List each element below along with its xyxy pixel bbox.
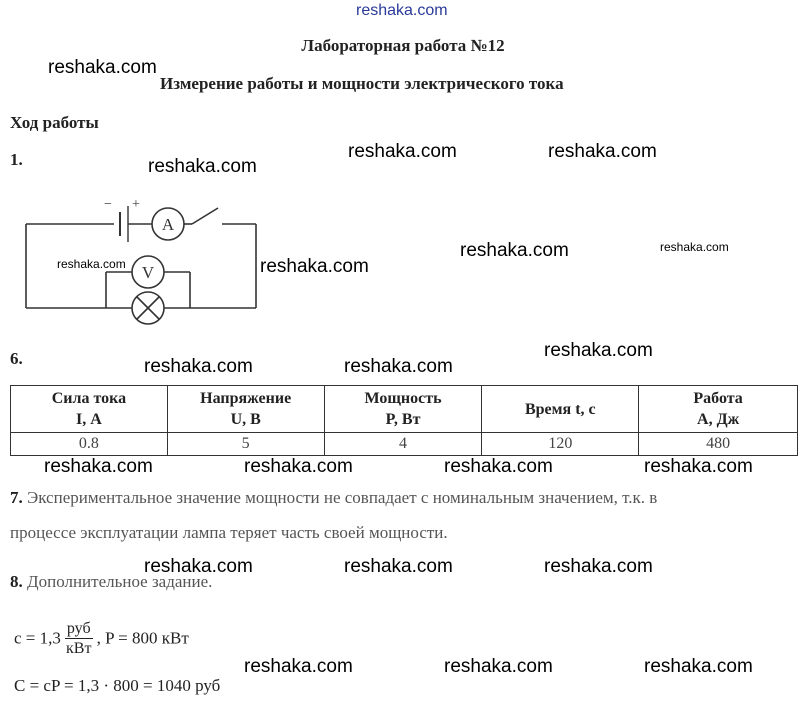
watermark: reshaka.com [548,141,657,162]
watermark: reshaka.com [144,556,253,577]
watermark-small: reshaka.com [660,240,729,254]
watermark: reshaka.com [144,356,253,377]
site-url-top[interactable]: reshaka.com [356,2,448,19]
watermark: reshaka.com [544,556,653,577]
watermark: reshaka.com [48,57,157,78]
watermark: reshaka.com [244,456,353,477]
results-table [10,385,798,456]
watermark: reshaka.com [348,141,457,162]
step-7-text-2: процессе эксплуатации лампа теряет часть своей мощности. [10,523,448,542]
battery-minus-label: − [104,197,112,212]
header-voltage: Напряжение U, В [167,386,324,433]
section-heading: Ход работы [10,113,99,132]
watermark: reshaka.com [644,456,753,477]
step-8-text: Дополнительное задание. [27,572,213,591]
battery-plus-label: + [132,197,140,212]
formula-rate-right: , P = 800 кВт [96,628,189,648]
watermark-small: reshaka.com [57,257,126,271]
voltmeter-label: V [141,263,155,282]
watermark: reshaka.com [444,456,553,477]
formula-rate-left: c = 1,3 [14,628,61,648]
watermark: reshaka.com [460,240,569,261]
formula-rate-denominator: кВт [66,640,92,657]
page-title: Лабораторная работа №12 [301,36,505,55]
step-6-number: 6. [10,349,23,368]
cell-time: 120 [482,433,639,456]
watermark: reshaka.com [148,156,257,177]
formula-cost: C = cP = 1,3 · 800 = 1040 руб [14,676,221,695]
step-7-line-1 [10,488,657,508]
header-time: Время t, с [482,386,639,433]
watermark: reshaka.com [244,656,353,677]
formula-rate-fraction [65,620,93,659]
cell-power: 4 [324,433,482,456]
page-subtitle: Измерение работы и мощности электрического тока [160,74,564,93]
watermark: reshaka.com [44,456,153,477]
cell-current: 0.8 [11,433,168,456]
watermark: reshaka.com [344,556,453,577]
watermark: reshaka.com [444,656,553,677]
ammeter-label: A [161,215,175,234]
cell-voltage: 5 [167,433,324,456]
step-1-number: 1. [10,150,23,169]
formula-rate-numerator: руб [66,620,91,637]
table-header-row [11,386,798,433]
step-8-number: 8. [10,572,23,591]
header-current: Сила тока I, А [11,386,168,433]
step-7-number: 7. [10,488,23,507]
header-power: Мощность P, Вт [324,386,482,433]
watermark: reshaka.com [344,356,453,377]
cell-work: 480 [639,433,798,456]
watermark: reshaka.com [644,656,753,677]
header-work: Работа A, Дж [639,386,798,433]
table-row [11,433,798,456]
watermark: reshaka.com [544,340,653,361]
step-7-text-1: Экспериментальное значение мощности не совпадает с номинальным значением, т.к. в [27,488,658,507]
formula-rate [14,620,189,659]
watermark: reshaka.com [260,256,369,277]
